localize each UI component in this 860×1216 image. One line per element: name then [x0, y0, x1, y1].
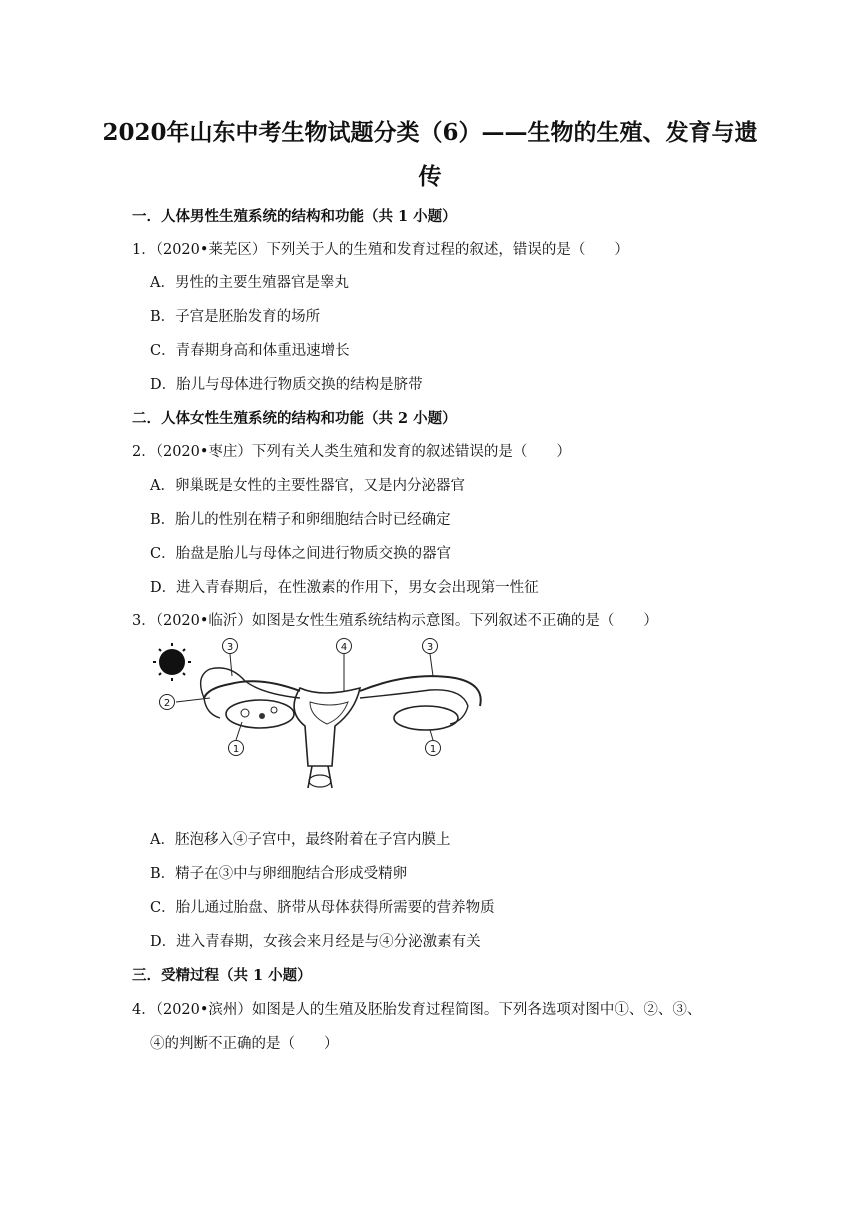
option: C．胎儿通过胎盘、脐带从母体获得所需要的营养物质: [150, 900, 495, 916]
question-stem: 2．（2020•枣庄）下列有关人类生殖和发育的叙述错误的是（ ）: [132, 444, 571, 460]
option: D．胎儿与母体进行物质交换的结构是脐带: [150, 377, 423, 393]
svg-text:2: 2: [163, 698, 171, 709]
svg-text:3: 3: [426, 642, 434, 653]
option: D．进入青春期后，在性激素的作用下，男女会出现第一性征: [150, 580, 539, 596]
option: B．精子在③中与卵细胞结合形成受精卵: [150, 866, 408, 882]
option: C．胎盘是胎儿与母体之间进行物质交换的器官: [150, 546, 452, 562]
question-stem: 4．（2020•滨州）如图是人的生殖及胚胎发育过程简图。下列各选项对图中①、②、③、: [132, 1002, 702, 1018]
reproductive-system-diagram: [150, 636, 495, 795]
page-title: 2020年山东中考生物试题分类（6）——生物的生殖、发育与遗: [102, 119, 758, 146]
option: A．卵巢既是女性的主要性器官，又是内分泌器官: [150, 478, 465, 494]
option: D．进入青春期，女孩会来月经是与④分泌激素有关: [150, 934, 481, 950]
svg-text:1: 1: [429, 744, 437, 755]
svg-text:4: 4: [340, 642, 348, 653]
section-heading: 二．人体女性生殖系统的结构和功能（共 2 小题）: [132, 410, 457, 427]
option: A．胚泡移入④子宫中，最终附着在子宫内膜上: [150, 832, 451, 848]
option: C．青春期身高和体重迅速增长: [150, 343, 350, 359]
uterus-shape: [294, 688, 360, 766]
section-heading: 三．受精过程（共 1 小题）: [132, 967, 312, 984]
ovum-icon: [159, 649, 185, 675]
svg-text:3: 3: [226, 642, 234, 653]
right-ovary: [394, 706, 458, 730]
question-stem: 3．（2020•临沂）如图是女性生殖系统结构示意图。下列叙述不正确的是（ ）: [132, 613, 658, 629]
svg-text:1: 1: [232, 744, 240, 755]
page-title-cont: 传: [418, 163, 442, 190]
option: B．胎儿的性别在精子和卵细胞结合时已经确定: [150, 512, 451, 528]
section-heading: 一．人体男性生殖系统的结构和功能（共 1 小题）: [132, 208, 457, 225]
question-stem-cont: ④的判断不正确的是（ ）: [150, 1036, 339, 1052]
option: A．男性的主要生殖器官是睾丸: [150, 275, 349, 291]
question-stem: 1．（2020•莱芜区）下列关于人的生殖和发育过程的叙述，错误的是（ ）: [132, 242, 629, 258]
option: B．子宫是胚胎发育的场所: [150, 309, 321, 325]
